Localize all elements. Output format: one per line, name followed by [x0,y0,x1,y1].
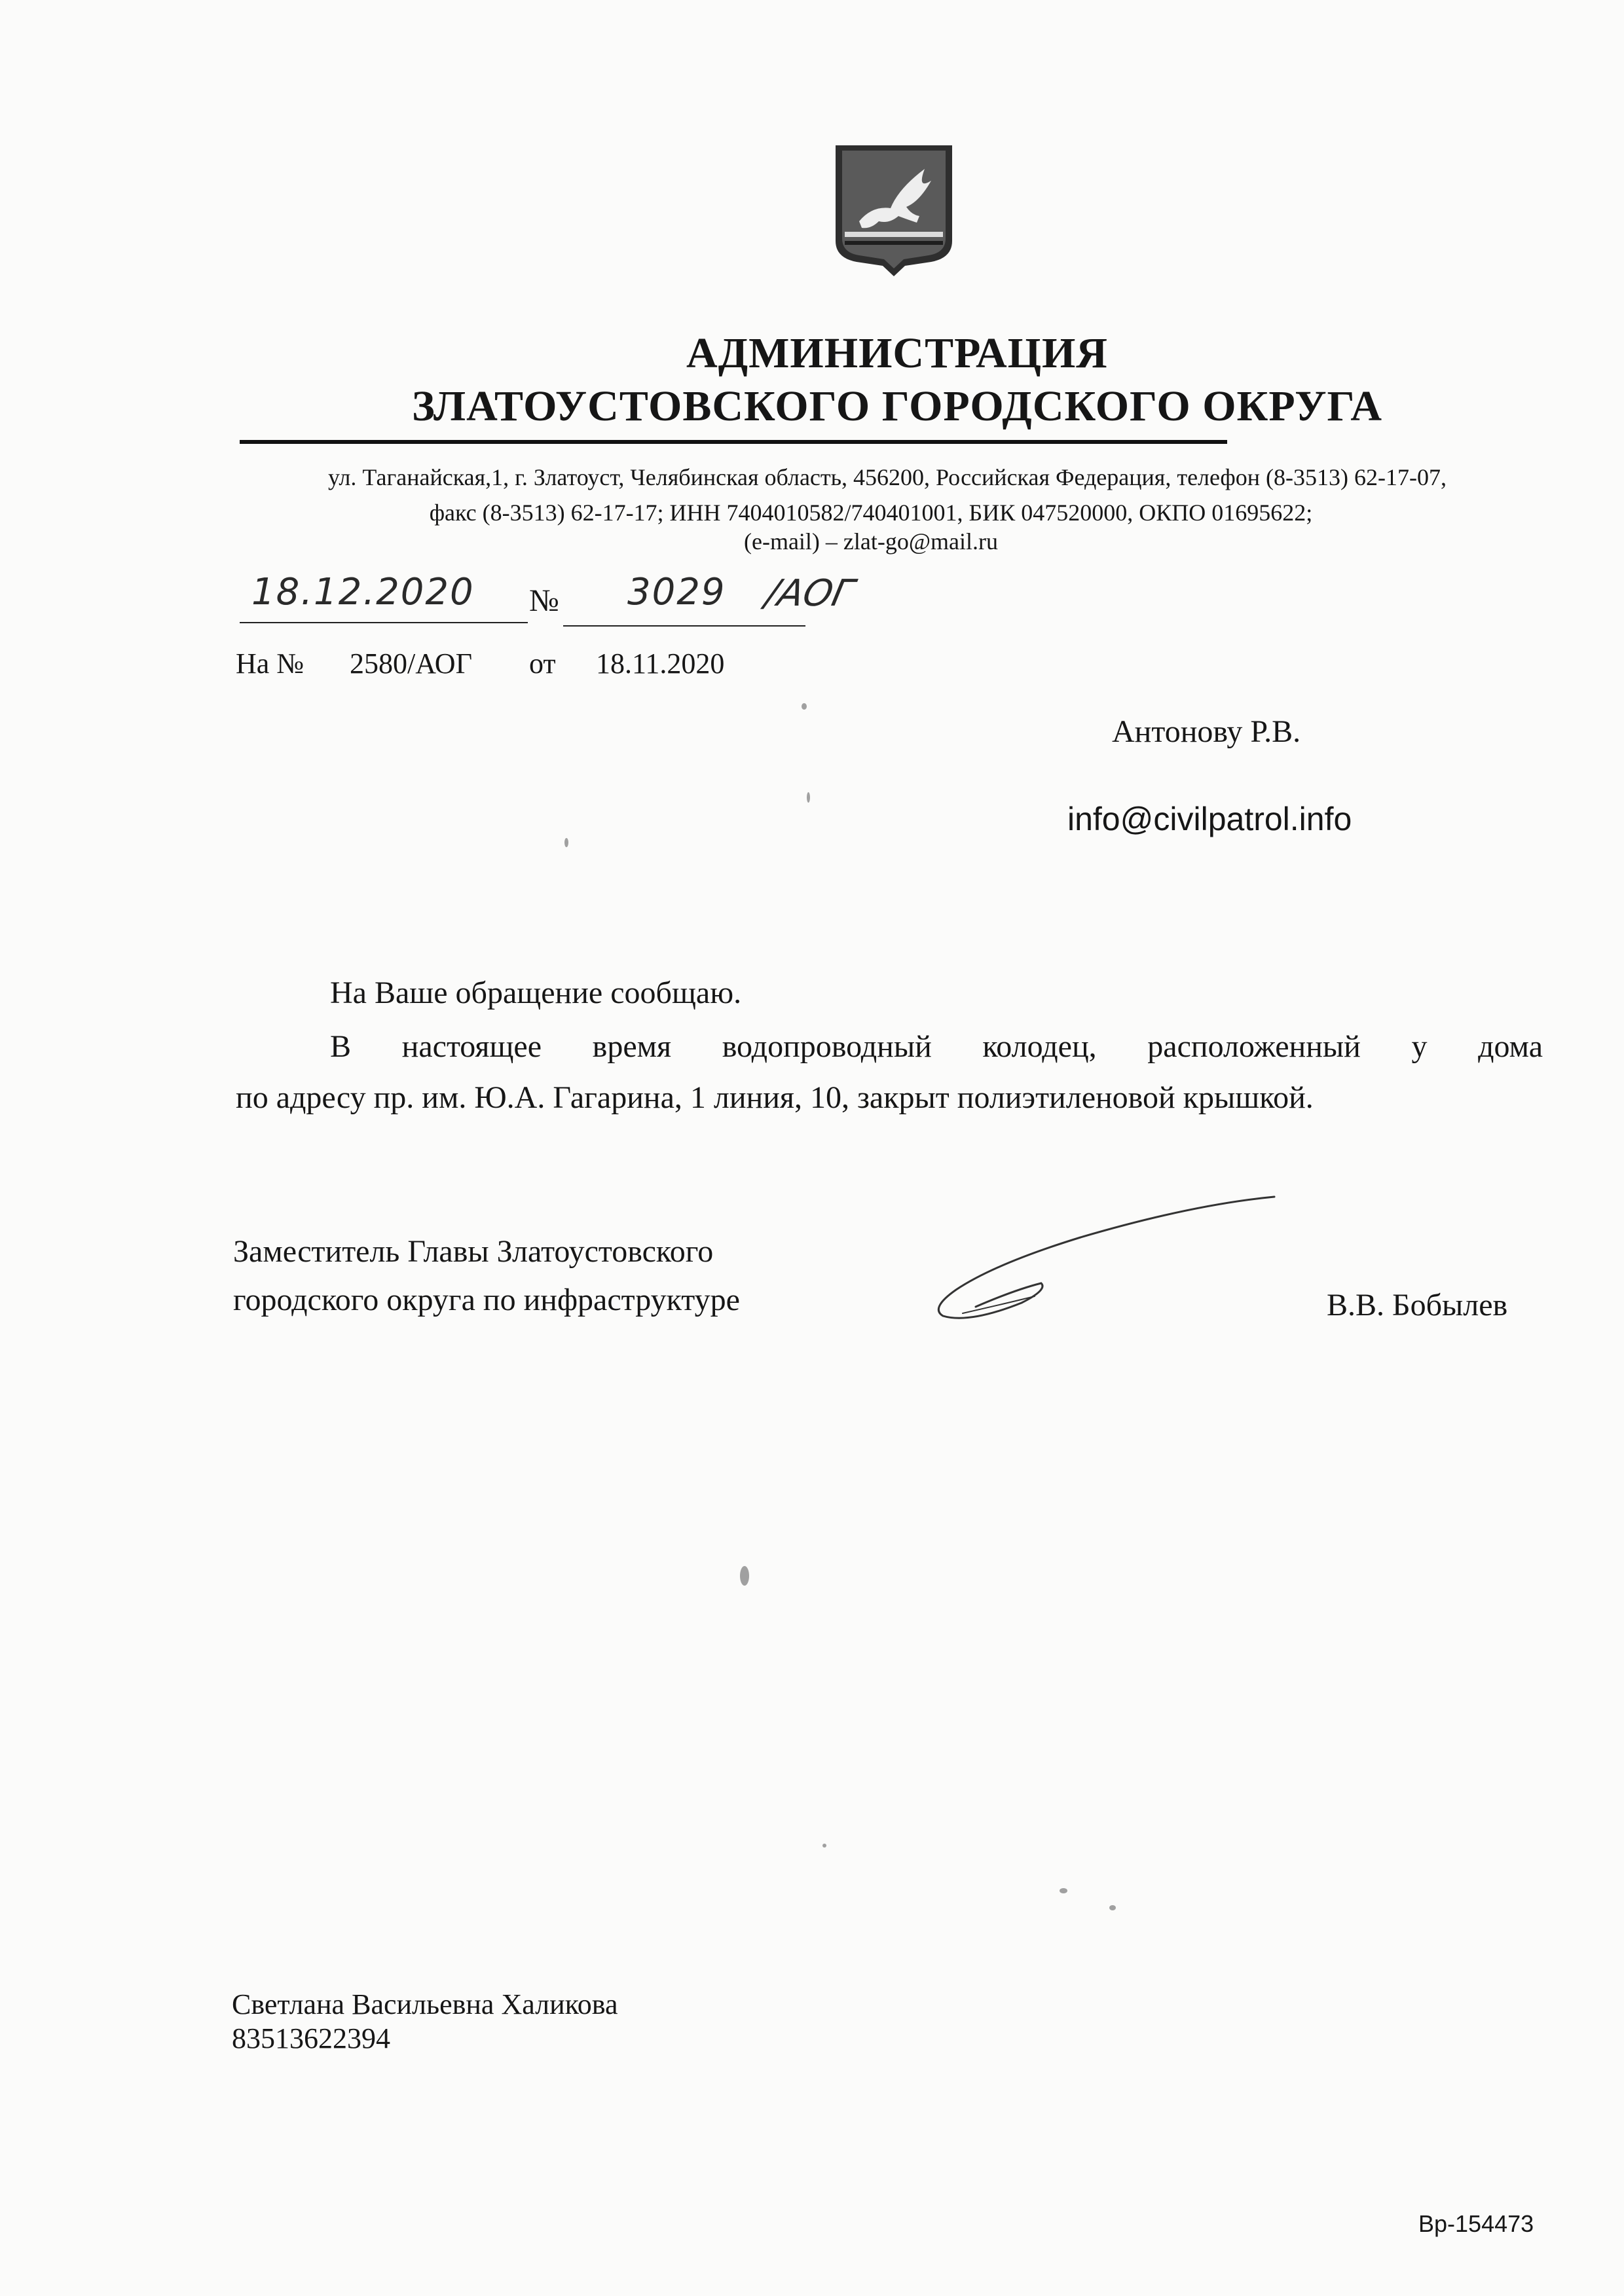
signer-role-line1: Заместитель Главы Златоустовского [233,1234,714,1269]
coat-of-arms-icon [833,143,955,278]
outgoing-number-underline [563,625,805,627]
scan-speck [822,1844,826,1848]
outgoing-date-underline [240,622,528,623]
organization-title-line1: АДМИНИСТРАЦИЯ [686,329,1108,377]
scan-speck [740,1566,749,1586]
scan-speck [1060,1888,1067,1893]
requisites-line2: факс (8-3513) 62-17-17; ИНН 7404010582/740401001, БИК 047520000, ОКПО 01695622; [429,500,1313,526]
scan-speck [807,792,810,803]
scan-speck [802,703,807,710]
body-paragraph-3: по адресу пр. им. Ю.А. Гагарина, 1 линия, 10, закрыт полиэтиленовой крышкой. [236,1080,1314,1115]
body-paragraph-2: В настоящее время водопроводный колодец, расположенный у дома [330,1029,1543,1064]
body-paragraph-1: На Ваше обращение сообщаю. [330,975,742,1010]
scan-speck [564,838,568,847]
requisites-line3: (e-mail) – zlat-go@mail.ru [743,528,998,555]
signer-name: В.В. Бобылев [1327,1288,1508,1322]
outgoing-number: 3029 [627,571,726,613]
reference-number: 2580/АОГ [350,647,473,680]
requisites-line1: ул. Таганайская,1, г. Златоуст, Челябинская область, 456200, Российская Федерация, телефон (8-3513) 62-17-07, [328,464,1447,490]
executor-name: Светлана Васильевна Халикова [232,1988,618,2020]
addressee-email: info@civilpatrol.info [1067,801,1352,837]
executor-phone: 83513622394 [232,2022,390,2054]
reference-from-label: от [529,647,556,680]
addressee-name: Антонову Р.В. [1112,714,1301,749]
organization-title-line2: ЗЛАТОУСТОВСКОГО ГОРОДСКОГО ОКРУГА [411,382,1382,430]
scan-speck [1109,1905,1116,1910]
signer-role-line2: городского округа по инфраструктуре [233,1283,740,1317]
outgoing-number-sign: № [529,583,559,618]
outgoing-number-suffix: /АОГ [762,572,858,615]
handwritten-signature [917,1192,1283,1329]
reference-label: На № [236,647,304,680]
reference-date: 18.11.2020 [596,647,725,680]
outgoing-date: 18.12.2020 [251,571,475,613]
header-divider [240,440,1227,444]
registration-code: Вр-154473 [1418,2210,1534,2237]
